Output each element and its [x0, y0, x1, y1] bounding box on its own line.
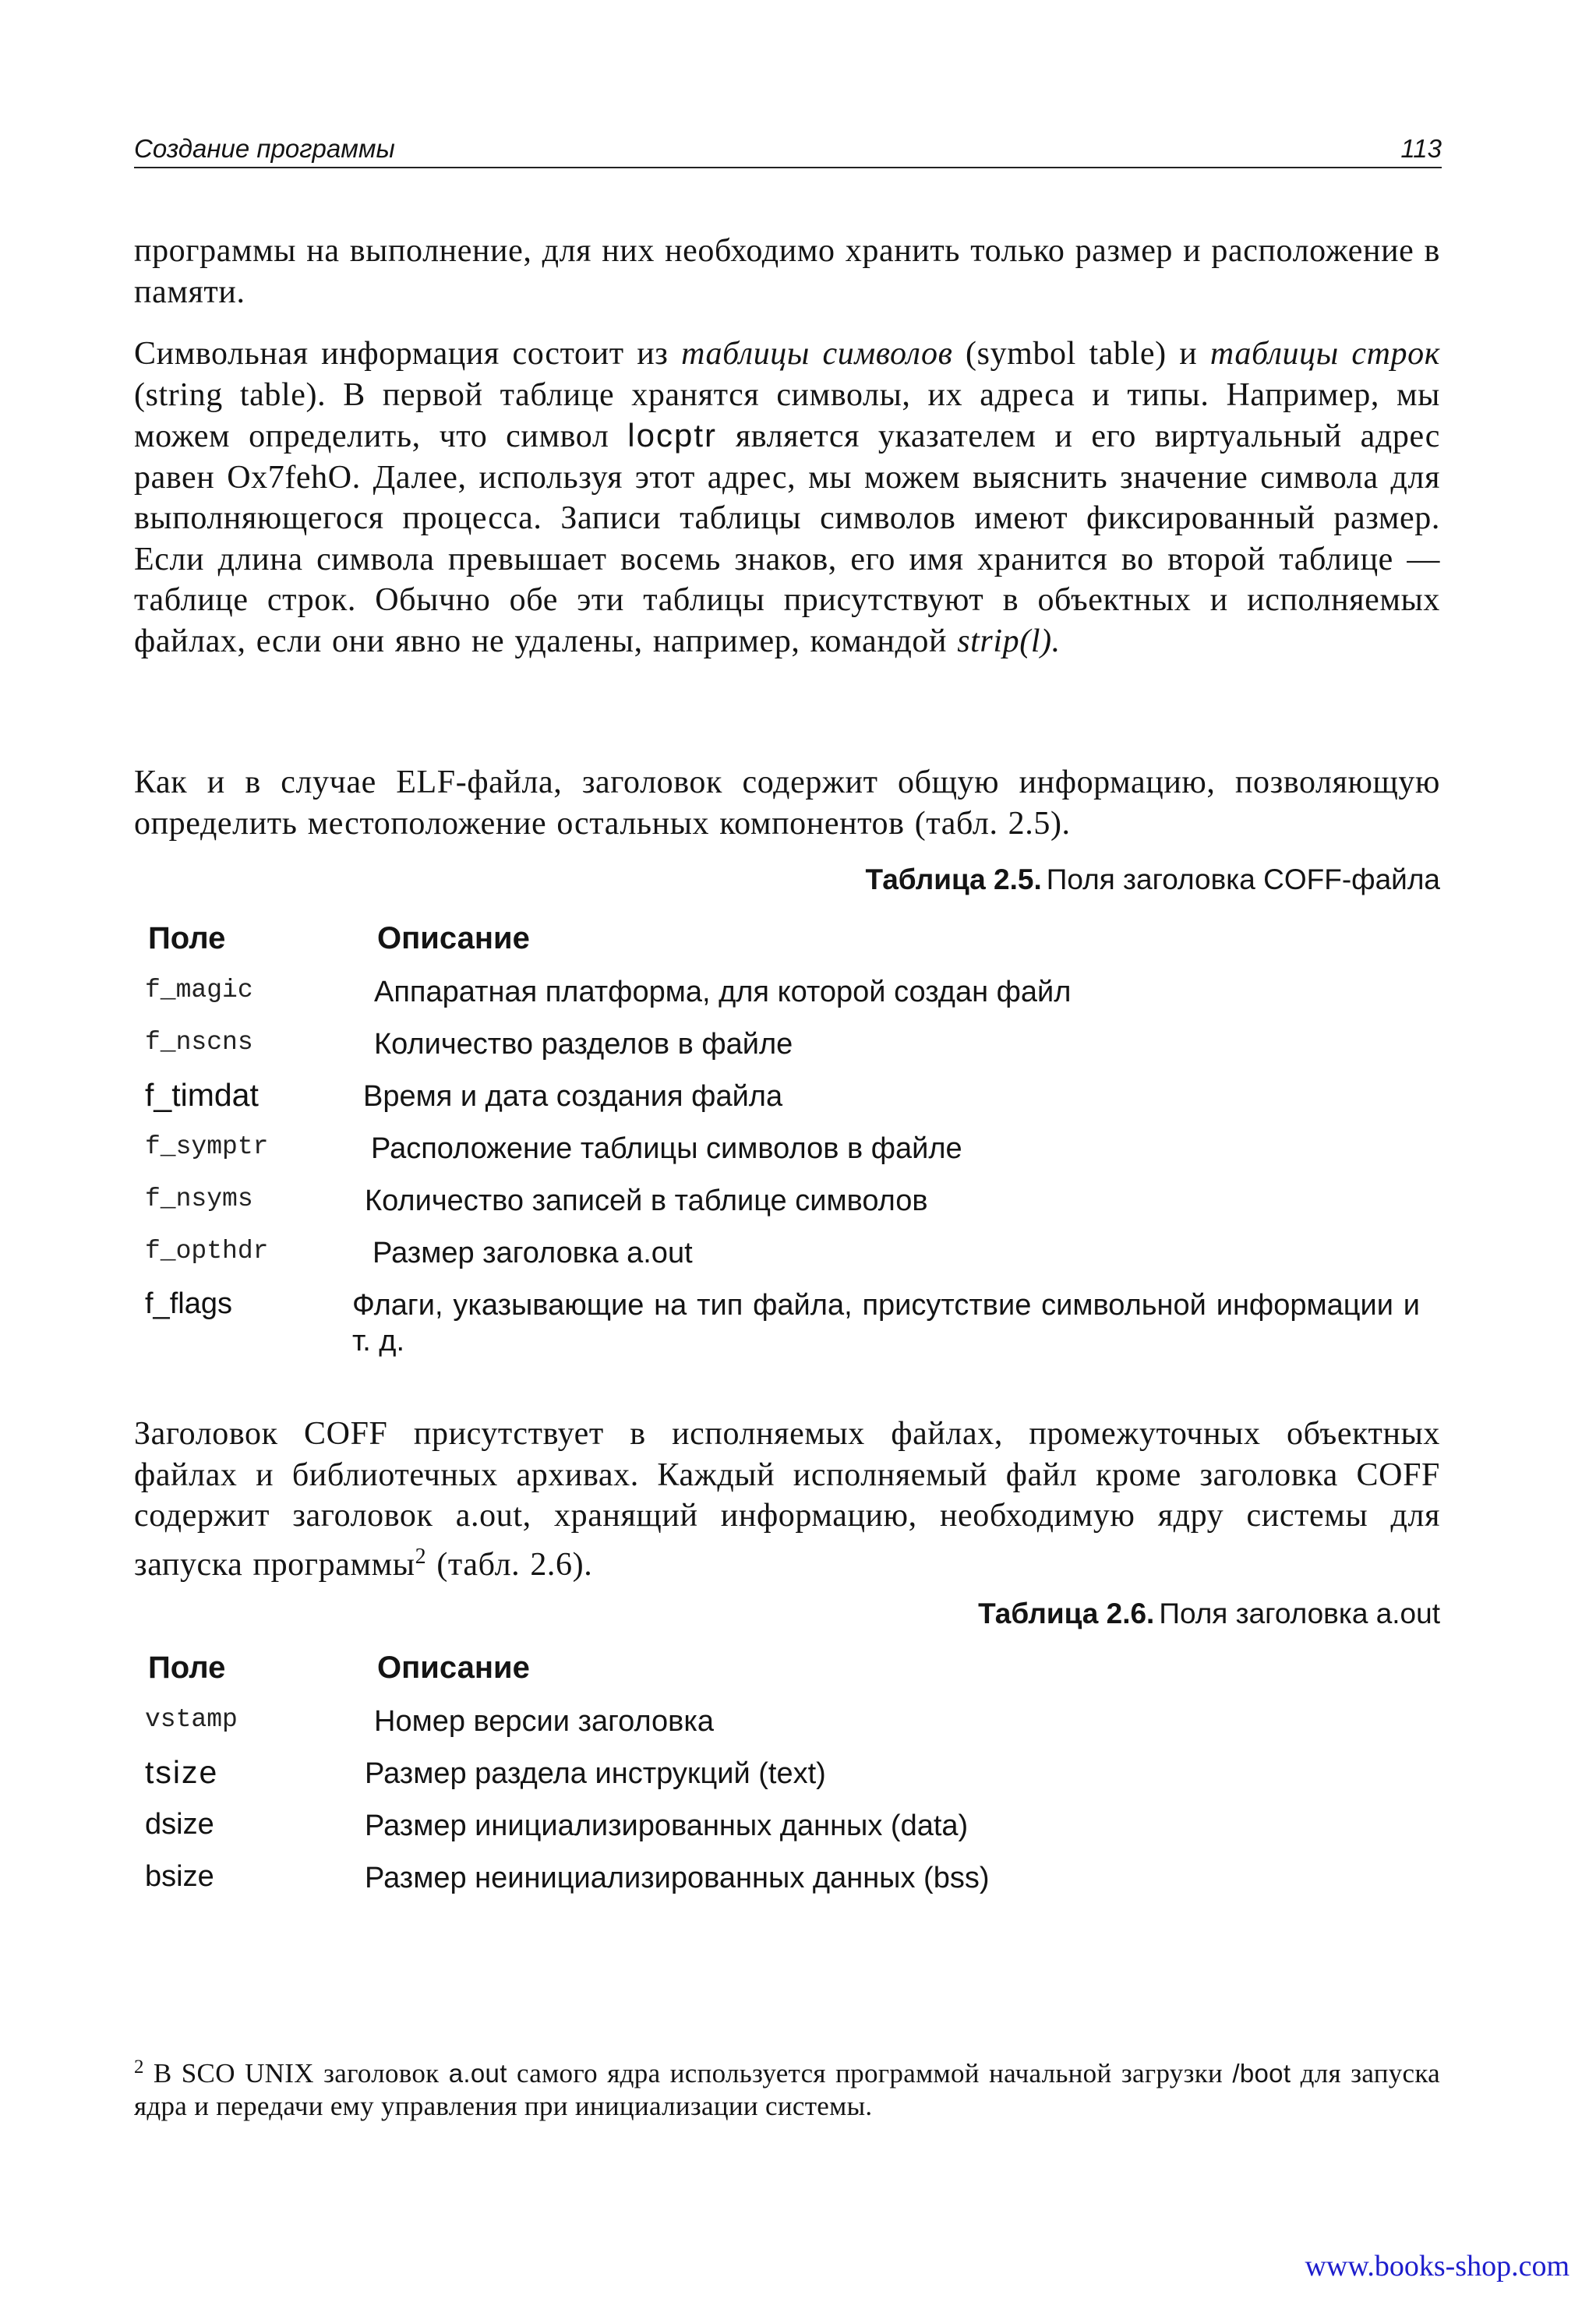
- code-boot: /boot: [1232, 2059, 1291, 2088]
- column-header-description: Описание: [377, 1651, 530, 1685]
- field-description: Расположение таблицы символов в файле: [371, 1132, 962, 1165]
- field-name: vstamp: [145, 1705, 238, 1734]
- page-number: 113: [1400, 134, 1442, 163]
- field-name: f_magic: [145, 976, 253, 1004]
- field-description: Время и дата создания файла: [363, 1080, 783, 1113]
- table-row: [145, 1025, 1440, 1077]
- footnote: $^2$ В SCO UNIX заголовок a.out самого ядра используется программой начальной загрузки /boot для запуска ядра и передачи ему управления при инициализации системы.: [134, 2057, 1440, 2121]
- field-description: Размер раздела инструкций (text): [365, 1757, 826, 1790]
- field-name: f_symptr: [145, 1132, 269, 1161]
- code-a-out: a.out: [448, 2059, 507, 2088]
- field-description: Аппаратная платформа, для которой создан файл: [374, 976, 1072, 1008]
- column-header-field: Поле: [148, 921, 226, 955]
- paragraph-1: программы на выполнение, для них необходимо хранить только размер и расположение в памяти.: [134, 233, 1440, 310]
- table-2-6-caption: Таблица 2.6. Поля заголовка a.out: [978, 1598, 1440, 1629]
- field-description: Флаги, указывающие на тип файла, присутствие символьной информации и т. д.: [352, 1289, 1420, 1358]
- code-locptr: locptr: [627, 417, 717, 454]
- table-row: [145, 1806, 1440, 1859]
- table-row: [145, 1181, 1440, 1234]
- paragraph-3: Как и в случае ELF-файла, заголовок содержит общую информацию, позволяющую определить местоположение остальных компонентов (табл. 2.5).: [134, 764, 1440, 842]
- field-description: Количество разделов в файле: [374, 1028, 793, 1061]
- table-row: [145, 1129, 1440, 1181]
- paragraph-4: Заголовок COFF присутствует в исполняемых файлах, промежуточных объектных файлах и библиотечных архивах. Каждый исполняемый файл кроме заголовка COFF содержит заголовок a.out, хранящий информацию, необходимую ядру системы для запуска программы$^2$ (табл. 2.6).: [134, 1416, 1440, 1583]
- command-strip: strip(l).: [957, 623, 1061, 659]
- running-header: [134, 132, 1442, 168]
- table-2-6: [145, 1651, 1440, 1911]
- paragraph-2: Символьная информация состоит из таблицы символов (symbol table) и таблицы строк (string table). В первой таблице хранятся символы, их адреса и типы. Например, мы можем определить, что символ locptr является указателем и его виртуальный адрес равен Ox7fehO. Далее, используя этот адрес, мы можем выяснить значение символа для выполняющегося процесса. Записи таблицы символов имеют фиксированный размер. Если длина символа превышает восемь знаков, его имя хранится во второй таблице — таблице строк. Обычно обе эти таблицы присутствуют в объектных и исполняемых файлах, если они явно не удалены, например, командой strip(l).: [134, 336, 1440, 659]
- table-row: [145, 1077, 1440, 1129]
- column-header-description: Описание: [377, 921, 530, 955]
- footer-site-link[interactable]: www.books-shop.com: [1305, 2250, 1570, 2283]
- field-name: bsize: [145, 1860, 214, 1893]
- column-header-field: Поле: [148, 1651, 226, 1685]
- field-description: Размер инициализированных данных (data): [365, 1809, 969, 1842]
- field-description: Количество записей в таблице символов: [365, 1185, 928, 1217]
- table-row: [145, 1754, 1440, 1806]
- table-header: [145, 1651, 1440, 1702]
- term-string-table: таблицы строк: [1209, 336, 1440, 372]
- table-2-5-caption: Таблица 2.5. Поля заголовка COFF-файла: [865, 863, 1440, 895]
- field-name: f_flags: [145, 1287, 232, 1320]
- field-description: Размер неинициализированных данных (bss): [365, 1862, 990, 1894]
- footnote-ref: 2: [415, 1544, 427, 1569]
- field-name: dsize: [145, 1808, 214, 1841]
- table-row: [145, 1234, 1440, 1286]
- field-name: tsize: [145, 1754, 219, 1790]
- section-title: Создание программы: [134, 134, 395, 163]
- term-symbol-table: таблицы символов: [681, 336, 953, 372]
- field-name: f_nscns: [145, 1028, 253, 1057]
- table-row: [145, 1702, 1440, 1754]
- field-name: f_nsyms: [145, 1185, 253, 1213]
- table-header: [145, 921, 1440, 973]
- table-row: [145, 1286, 1440, 1364]
- field-name: f_timdat: [145, 1077, 259, 1113]
- field-description: Размер заголовка a.out: [373, 1237, 693, 1269]
- table-row: [145, 973, 1440, 1025]
- footnote-mark: 2: [134, 2057, 144, 2078]
- table-row: [145, 1859, 1440, 1911]
- table-2-5: [145, 921, 1440, 1364]
- field-name: f_opthdr: [145, 1237, 269, 1266]
- field-description: Номер версии заголовка: [374, 1705, 714, 1738]
